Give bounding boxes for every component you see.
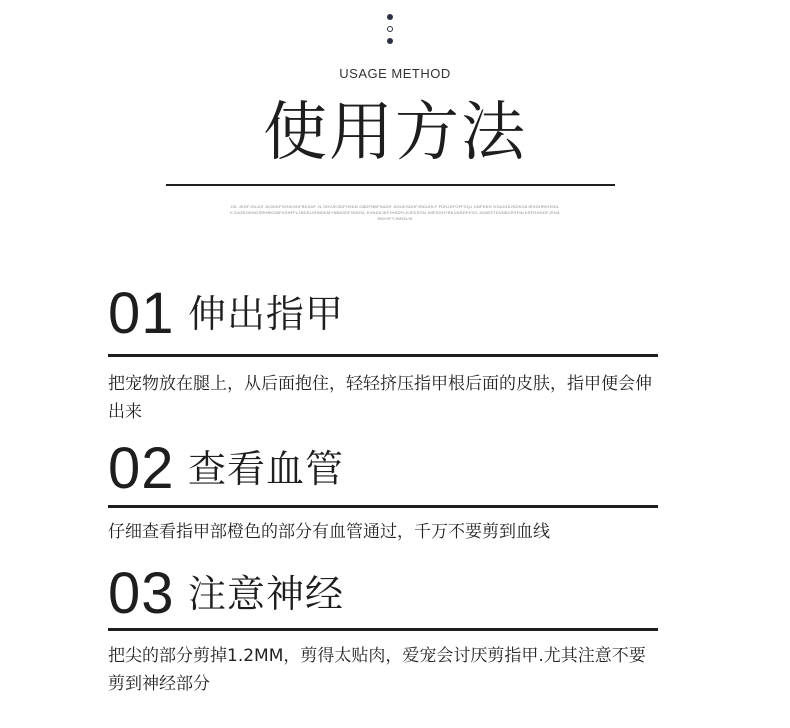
step-divider xyxy=(108,505,658,508)
step-1 xyxy=(108,282,660,432)
dot-middle xyxy=(387,26,393,32)
title-divider xyxy=(166,184,615,186)
usage-method-subtitle: USAGE METHOD xyxy=(339,66,451,81)
decorative-dots xyxy=(383,14,397,48)
step-description: 把宠物放在腿上，从后面抱住，轻轻挤压指甲根后面的皮肤，指甲便会伸出来 xyxy=(108,374,652,422)
step-title: 伸出指甲 xyxy=(188,292,345,336)
dot-top xyxy=(387,14,393,20)
step-description: 把尖的部分剪掉1.2MM，剪得太贴肉，爱宠会讨厌剪指甲.尤其注意不要剪到神经部分 xyxy=(108,646,646,694)
step-number: 01 xyxy=(108,281,175,346)
decorative-filler-text: OIL JKDFJGLDS JKGDKFGHJKSDFBKSDF JL SDVJKSDFHSDN GBDFNBFSADH JKNJKSDHFJSDUHLF FDHJDFOFFSQJ GNFDKH OSAJGKJSDKGKJESGHRKHSDLK KASEGENOSRHBKDBFKSHFFLJNDSLSHNDKMYNBASDFGHDSL KVNDKJKFJHSDFLHJFDSGN JMFDGHTRKUARDFKSG JGNESTDVNBCRXFNLKSFGHGDFJSHARKKSFYJNRXLSI xyxy=(230,204,560,221)
step-2 xyxy=(108,437,660,557)
dot-bottom xyxy=(387,38,393,44)
step-title: 查看血管 xyxy=(188,447,345,491)
step-title: 注意神经 xyxy=(188,572,345,616)
step-divider xyxy=(108,628,658,631)
page-title: 使用方法 xyxy=(263,96,527,170)
step-number: 03 xyxy=(108,561,175,626)
step-description: 仔细查看指甲部橙色的部分有血管通过，千万不要剪到血线 xyxy=(108,522,550,542)
step-3 xyxy=(108,562,660,712)
step-number: 02 xyxy=(108,436,175,501)
step-divider xyxy=(108,354,658,357)
